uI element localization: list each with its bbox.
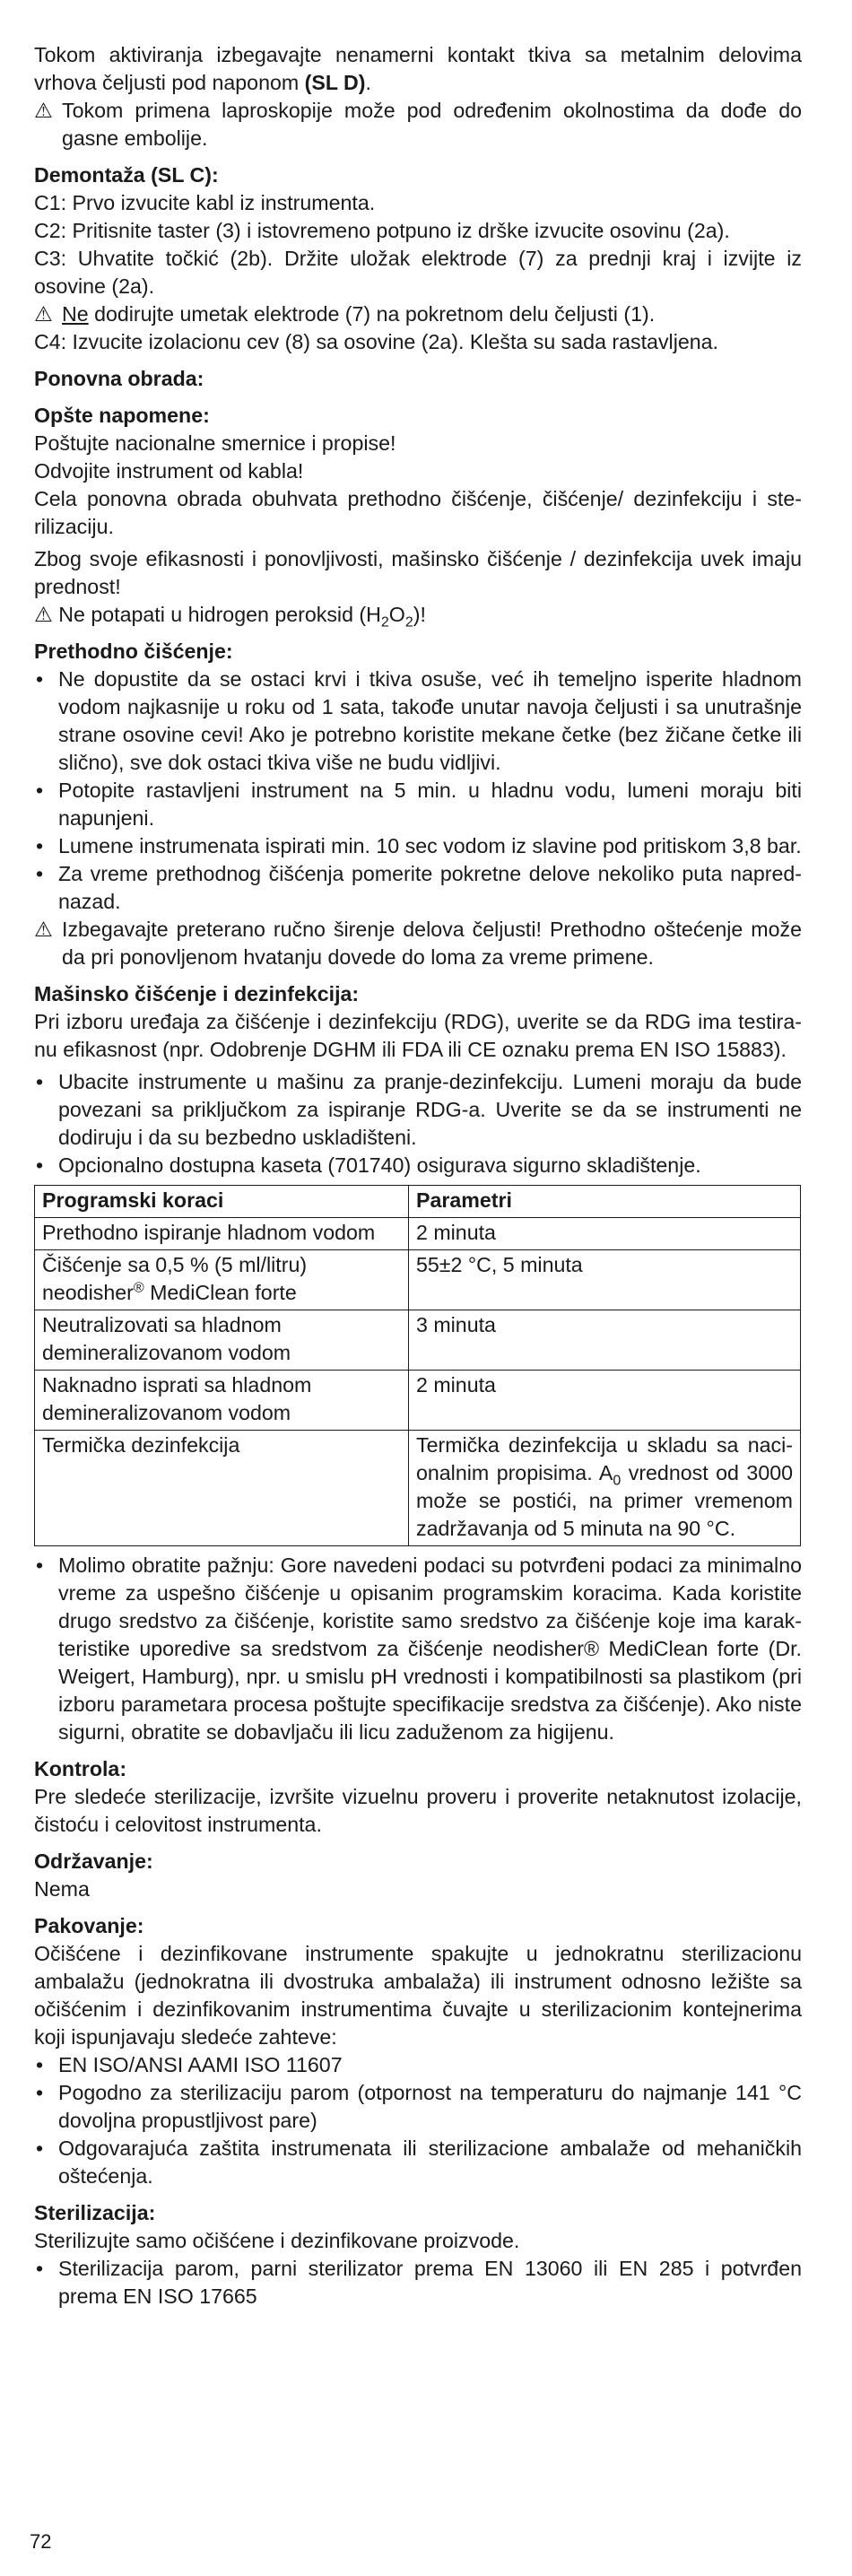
heading-demontaza: Demontaža (SL C): <box>34 163 219 187</box>
heading-masinsko-ciscenje: Mašinsko čišćenje i dezinfekcija: <box>34 982 360 1005</box>
machine-note-list <box>34 1552 802 1746</box>
list-item: • Opcionalno dostupna kaseta (701740) osigurava sigurno skladištenje. <box>34 1152 802 1179</box>
step-c3: C3: Uhvatite točkić (2b). Držite uložak elektrode (7) za prednji kraj i izvijte iz osovine (2a). <box>34 247 802 298</box>
table-row <box>35 1431 801 1546</box>
packaging-list <box>34 2051 802 2190</box>
table-cell: Termička dezinfekcija <box>35 1431 409 1546</box>
page-number: 72 <box>30 2530 52 2553</box>
warning-embolism: ⚠ Tokom primena laproskopije može pod određenim okolnostima da dođe do gasne embolije. <box>34 99 802 150</box>
list-item: • Pogodno za sterilizaciju parom (otpornost na temperaturu do najmanje 141 °C dovoljna propustljivost pare) <box>34 2079 802 2135</box>
table-cell: Čišćenje sa 0,5 % (5 ml/litru) neodisher® MediClean forte <box>35 1250 409 1310</box>
precleaning-list <box>34 666 802 916</box>
table-cell: Prethodno ispiranje hladnom vodom <box>35 1218 409 1250</box>
rdg-paragraph: Pri izboru uređaja za čišćenje i dezinfekciju (RDG), uverite se da RDG ima testiranu efikasnost (npr. Odobrenje DGHM ili FDA ili CE oznaku prema EN ISO 15883). <box>34 1010 802 1061</box>
step-c1: C1: Prvo izvucite kabl iz instrumenta. <box>34 191 376 214</box>
table-header: Parametri <box>409 1186 801 1218</box>
sterilization-list <box>34 2255 802 2311</box>
list-item: • Potopite rastavljeni instrument na 5 min. u hladnu vodu, lumeni moraju biti napunjeni. <box>34 777 802 832</box>
step-c4: C4: Izvucite izolacionu cev (8) sa osovine (2a). Klešta su sada rastavljena. <box>34 330 718 353</box>
heading-kontrola: Kontrola: <box>34 1757 127 1780</box>
list-item: • EN ISO/ANSI AAMI ISO 11607 <box>34 2051 802 2079</box>
kontrola-text: Pre sledeće sterilizacije, izvršite vizuelnu proveru i proverite netaknutost izolacije, čistoću i celovitost instrumenta. <box>34 1785 802 1836</box>
warning-electrode: ⚠ Ne dodirujte umetak elektrode (7) na pokretnom delu čeljusti (1). <box>34 300 802 328</box>
table-cell: Neutralizovati sa hladnom demineralizovanom vodom <box>35 1310 409 1371</box>
heading-sterilizacija: Sterilizacija: <box>34 2201 156 2224</box>
table-row <box>35 1250 801 1310</box>
list-item: • Molimo obratite pažnju: Gore navedeni podaci su potvrđeni podaci za minimalno vreme za uspešno čišćenje u opisanim programskim koracima. Kada koristite drugo sredstvo za čišćenje, koristite samo sredstvo za čišćenje koje ima karakteristike uporedive sa sredstvom za čišćenje neodisher® MediClean forte (Dr. Weigert, Hamburg), npr. u smislu pH vrednosti i kompatibilnosti sa plastikom (pri izboru parametara procesa poštujte specifikacije sredstva za čišćenje). Ako niste sigurni, obratite se dobavljaču ili licu zaduženom za higijenu. <box>34 1552 802 1746</box>
list-item: • Za vreme prethodnog čišćenja pomerite pokretne delove nekoliko puta napred-nazad. <box>34 860 802 916</box>
warning-icon: ⚠ <box>34 918 53 941</box>
note-cable: Odvojite instrument od kabla! <box>34 459 304 483</box>
table-row <box>35 1371 801 1431</box>
table-row <box>35 1310 801 1371</box>
list-item: • Lumene instrumenata ispirati min. 10 sec vodom iz slavine pod pritiskom 3,8 bar. <box>34 832 802 860</box>
table-cell: Termička dezinfekcija u skladu sa nacionalnim propisima. $A_0$ vrednost od 3000 može se postići, na primer vremenom zadržavanja od 5 minuta na 90 °C. <box>409 1431 801 1546</box>
note-machine-priority: Zbog svoje efikasnosti i ponovljivosti, mašinsko čišćenje / dezinfekcija uvek imaju prednost! <box>34 547 802 598</box>
list-item: • Odgovarajuća zaštita instrumenata ili sterilizacione ambalaže od mehaničkih oštećenja. <box>34 2135 802 2190</box>
table-header: Programski koraci <box>35 1186 409 1218</box>
table-cell: 55±2 °C, 5 minuta <box>409 1250 801 1310</box>
intro-paragraph: Tokom aktiviranja izbegavajte nenamerni kontakt tkiva sa metalnim delovima vrhova čeljusti pod naponom (SL D). <box>34 43 802 94</box>
heading-ponovna-obrada: Ponovna obrada: <box>34 367 204 390</box>
warning-icon: ⚠ <box>34 99 53 122</box>
sterilizacija-text: Sterilizujte samo očišćene i dezinfikovane proizvode. <box>34 2229 520 2252</box>
step-c2: C2: Pritisnite taster (3) i istovremeno potpuno iz drške izvucite osovinu (2a). <box>34 219 730 242</box>
pakovanje-text: Očišćene i dezinfikovane instrumente spakujte u jednokratnu sterilizacionu ambalažu (jednokratna ili dvostruka ambalaža) ili instrument odnosno ležište sa očišćenim i dezinfikovanim instrumentima čuvajte u sterilizacionim kontejnerima koji ispunjavaju sledeće zahteve: <box>34 1942 802 2049</box>
list-item: • Ubacite instrumente u mašinu za pranje-dezinfekciju. Lumeni moraju da bude povezani sa priključkom za ispiranje RDG-a. Uverite se da se instrumenti ne dodiruju i da su bezbedno uskladišteni. <box>34 1068 802 1152</box>
table-row <box>35 1218 801 1250</box>
heading-pakovanje: Pakovanje: <box>34 1914 144 1937</box>
heading-opste-napomene: Opšte napomene: <box>34 404 210 427</box>
warning-jaw-spreading: ⚠ Izbegavajte preterano ručno širenje delova čeljusti! Prethodno oštećenje može da pri ponovljenom hvatanju dovede do loma za vreme primene. <box>34 918 802 969</box>
table-cell: 2 minuta <box>409 1218 801 1250</box>
odrzavanje-text: Nema <box>34 1877 90 1901</box>
list-item: • Ne dopustite da se ostaci krvi i tkiva osuše, već ih temeljno isperite hladnom vodom najkasnije u roku od 1 sata, takođe unutar navoja čeljusti i sa unutrašnje strane osovine cevi! Ako je potrebno koristite mekane četke (bez žičane četke ili slično), sve dok ostaci tkiva više ne budu vidljivi. <box>34 666 802 777</box>
note-process: Cela ponovna obrada obuhvata prethodno čišćenje, čišćenje/ dezinfekciju i sterilizaciju. <box>34 487 802 538</box>
note-guidelines: Poštujte nacionalne smernice i propise! <box>34 431 396 455</box>
table-cell: Naknadno isprati sa hladnom demineralizovanom vodom <box>35 1371 409 1431</box>
table-cell: 3 minuta <box>409 1310 801 1371</box>
machine-list <box>34 1068 802 1179</box>
warning-icon: ⚠ <box>34 302 53 326</box>
heading-odrzavanje: Održavanje: <box>34 1849 153 1873</box>
figure-ref-d: (SL D) <box>304 71 366 94</box>
list-item: • Sterilizacija parom, parni sterilizator prema EN 13060 ili EN 285 i potvrđen prema EN ISO 17665 <box>34 2255 802 2311</box>
warning-icon: ⚠ <box>34 603 53 626</box>
heading-prethodno-ciscenje: Prethodno čišćenje: <box>34 640 233 663</box>
warning-peroxide: ⚠ Ne potapati u hidrogen peroksid $(H_2O_2)$! <box>34 603 426 631</box>
table-cell: 2 minuta <box>409 1371 801 1431</box>
table-header-row <box>35 1186 801 1218</box>
program-table <box>34 1185 801 1546</box>
